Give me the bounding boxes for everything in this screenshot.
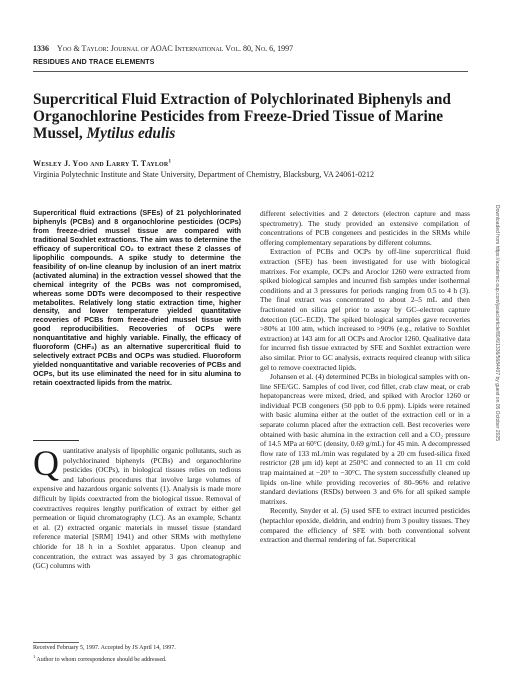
body-paragraph-3: Johansen et al. (4) determined PCBs in biological samples with on-line SFE/GC. Samples of cod liver, cod fillet, crab claw meat, or crab hepatopancreas were mixed, dried, and spiked with Aroclor 1260 or individual PCB congeners (50 ppb to 0.6 ppm). Lipids were retained with basic alumina either at the outlet of the extraction cell or in a separate column placed after the extraction cell. Best recoveries were obtained with basic alumina in the extraction cell and a CO₂ pressure of 14.5 MPa at 60°C (density, 0.69 g/mL) for 45 min. A decompressed flow rate of 133 mL/min was regulated by a 20 cm fused-silica fixed restrictor (28 μm id) kept at 250°C and connected to an 11 cm cold trap maintained at −20° to −30°C. The system successfully cleaned up lipids on-line while providing recoveries of 80–96% and relative standard deviations (RSDs) between 3 and 6% for all spiked sample matrixes. [260,372,470,506]
article-title-main: Supercritical Fluid Extraction of Polychlorinated Biphenyls and Organochlorine Pesticides from Freeze-Dried Tissue of Marine Mussel, [33,91,451,142]
correspondence-mark: 1 [33,654,36,659]
received-note: Received February 5, 1997. Accepted by JS April 14, 1997. [33,645,176,651]
intro-paragraph [33,443,241,571]
affiliation: Virginia Polytechnic Institute and State University, Department of Chemistry, Blacksburg, VA 24061-0212 [33,170,374,179]
article-title-species: Mytilus edulis [86,125,176,142]
body-paragraph-1: different selectivities and 2 detectors (electron capture and mass spectrometry). The study provided an extensive compilation of concentrations of PCB congeners and pesticides in the SRMs while offering complementary separations by different columns. [260,209,470,247]
page-number: 1336 [33,44,49,53]
author-names: Wesley J. Yoo and Larry T. Taylor [33,159,169,168]
body-paragraph-4: Recently, Snyder et al. (5) used SFE to extract incurred pesticides (heptachlor epoxide, dieldrin, and endrin) from 3 poultry tissues. They compared the efficiency of SFE with both conventional solvent extraction and thermal rendering of fat. Supercritical [260,506,470,545]
body-right-column [260,209,470,545]
section-label: RESIDUES AND TRACE ELEMENTS [33,59,155,66]
abstract-end-rule [33,440,79,441]
download-watermark [492,205,502,535]
footnote-rule [33,642,79,643]
body-paragraph-2: Extraction of PCBs and OCPs by off-line supercritical fluid extraction (SFE) has been investigated for use with biological matrixes. For example, OCPs and Aroclor 1260 were extracted from spiked biological samples and incurred fish samples under isothermal conditions and at 3 pressures for periods ranging from 0.5 to 4 h (3). The final extract was concentrated to about 2–5 mL and then fractionated on silica gel prior to assay by GC–electron capture detection (GC–ECD). The spiked biological samples gave recoveries >80% at 100 atm, which increased to >90% (e.g., relative to Soxhlet extraction) at 143 atm for all OCPs and Aroclor 1260. Qualitative data for incurred fish tissue extracted by SFE and Soxhlet extraction were also similar. Prior to GC analysis, extracts required cleanup with silica gel to remove coextracted lipids. [260,247,470,372]
drop-cap: Q [33,443,59,483]
correspondence-note [33,653,167,664]
intro-text: uantitative analysis of lipophilic organic pollutants, such as polychlorinated biphenyls (PCBs) and organochlorine pesticides (OCPs), in biological tissues relies on tedious and laborious procedures that involve large volumes of expensive and hazardous organic solvents (1). Analysis is made more difficult by lipids coextracted from the biological tissue. Removal of coextractives requires lengthy purification of extract by either gel permeation or liquid chromatography (LC). As an example, Schantz et al. (2) extracted organic materials in mussel tissue (standard reference material [SRM] 1941) and other SRMs with methylene chloride for 18 h in a Soxhlet apparatus. Upon cleanup and concentration, the extract was assayed by 3 gas chromatographic (GC) columns with [33,446,241,571]
abstract: Supercritical fluid extractions (SFEs) of 21 polychlorinated biphenyls (PCBs) and 8 organochlorine pesticides (OCPs) from freeze-dried mussel tissue are compared with traditional Soxhlet extractions. The aim was to determine the efficacy of supercritical CO₂ to extract these 2 classes of lipophilic compounds. A spike study to determine the feasibility of on-line cleanup by inclusion of an inert matrix (activated alumina) in the extraction vessel showed that the chemical integrity of the PCBs was not compromised, whereas some DDTs were decomposed to their respective metabolites. Relatively long static extraction time, higher density, and lower temperature yielded quantitative recoveries of PCBs from freeze-dried mussel tissue with good reproducibilities. Recoveries of OCPs were nonquantitative and highly variable. Finally, the efficacy of fluoroform (CHF₃) as an alternative supercritical fluid to selectively extract PCBs and OCPs was studied. Fluoroform yielded nonquantitative and variable recoveries of PCBs and OCPs, but its use eliminated the need for in situ alumina to retain coextracted lipids from the matrix. [33,208,241,388]
article-title [33,91,463,142]
download-watermark-text: Downloaded from https://academic.oup.com/jaoac/article/80/6/1336/5684407 by guest on 05 October 2025 [494,205,500,441]
author-line [33,159,171,168]
section-divider [33,71,468,72]
journal-citation: Yoo & Taylor: Journal of AOAC International Vol. 80, No. 6, 1997 [57,44,294,53]
running-head [33,44,293,53]
correspondence-text: Author to whom correspondence should be addressed. [36,657,167,663]
author-footnote-mark: 1 [168,159,172,165]
